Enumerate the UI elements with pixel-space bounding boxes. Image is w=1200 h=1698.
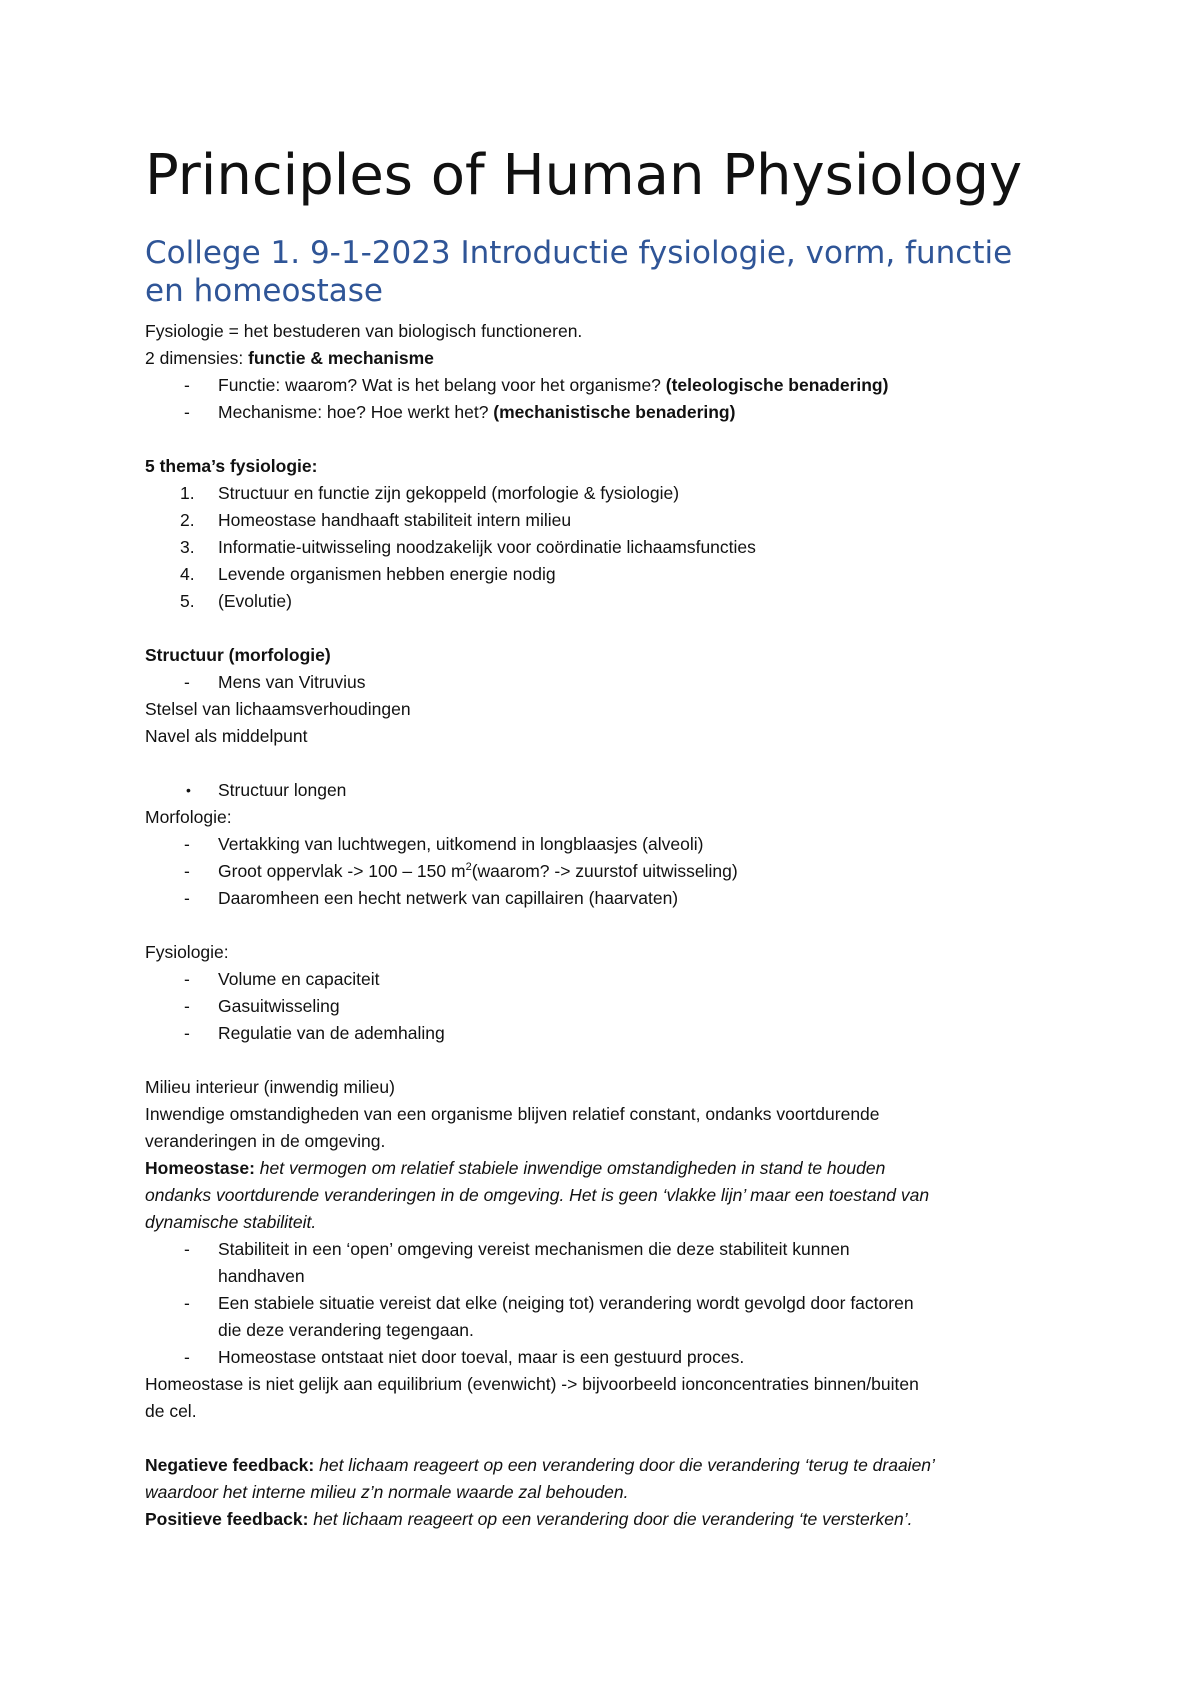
list-item (0, 1020, 1200, 1047)
dash-marker: - (184, 402, 190, 422)
item-text: Levende organismen hebben energie nodig (218, 564, 556, 584)
number-marker: 4. (180, 564, 195, 584)
definition-line: Fysiologie = het bestuderen van biologisch functioneren. (145, 321, 583, 341)
item-text: Stabiliteit in een ‘open’ omgeving vereist mechanismen die deze stabiliteit kunnen (218, 1239, 850, 1259)
body-line: de cel. (145, 1401, 197, 1421)
item-text: (waarom? -> zuurstof uitwisseling) (471, 861, 738, 881)
themes-heading: 5 thema’s fysiologie: (145, 456, 318, 476)
positive-feedback-definition (145, 1506, 913, 1533)
negative-feedback-definition (145, 1452, 935, 1479)
item-text: Gasuitwisseling (218, 996, 340, 1016)
item-text: Volume en capaciteit (218, 969, 380, 989)
section-heading-line-2: en homeostase (145, 273, 383, 309)
term-definition: het lichaam reageert op een verandering door die verandering ‘terug te draaien’ (314, 1455, 935, 1475)
number-marker: 1. (180, 483, 195, 503)
list-item (0, 1344, 1200, 1371)
item-text: Homeostase ontstaat niet door toeval, maar is een gestuurd proces. (218, 1347, 745, 1367)
item-text-continued: handhaven (218, 1266, 305, 1286)
dash-marker: - (184, 996, 190, 1016)
fysiologie-label: Fysiologie: (145, 942, 229, 962)
dimensions-line (145, 345, 434, 372)
dash-marker: - (184, 1023, 190, 1043)
body-line: ondanks voortdurende veranderingen in de omgeving. Het is geen ‘vlakke lijn’ maar een toestand van (145, 1185, 930, 1205)
dash-marker: - (184, 375, 190, 395)
item-text: Regulatie van de ademhaling (218, 1023, 445, 1043)
superscript: 2 (465, 861, 472, 873)
dash-marker: - (184, 1347, 190, 1367)
list-item (0, 831, 1200, 858)
list-item (0, 372, 1200, 399)
item-text: Informatie-uitwisseling noodzakelijk voor coördinatie lichaamsfuncties (218, 537, 756, 557)
list-item-text (218, 399, 735, 426)
list-item (0, 399, 1200, 426)
homeostase-definition (145, 1155, 885, 1182)
item-bold: (mechanistische benadering) (493, 402, 736, 422)
item-bold: (teleologische benadering) (665, 375, 889, 395)
bullet-marker: • (186, 782, 191, 798)
item-text: Een stabiele situatie vereist dat elke (neiging tot) verandering wordt gevolgd door factoren (218, 1293, 914, 1313)
list-item (0, 534, 1200, 561)
dimensions-bold: functie & mechanisme (248, 348, 434, 368)
item-text: Mechanisme: hoe? Hoe werkt het? (218, 402, 494, 422)
section-heading-line-1: College 1. 9-1-2023 Introductie fysiologie, vorm, functie (145, 235, 1013, 271)
page-title: Principles of Human Physiology (145, 143, 1023, 208)
body-line: dynamische stabiliteit. (145, 1212, 317, 1232)
term-label: Positieve feedback: (145, 1509, 309, 1529)
list-item (0, 588, 1200, 615)
item-text: Groot oppervlak -> 100 – 150 m (218, 861, 466, 881)
term-label: Negatieve feedback: (145, 1455, 315, 1475)
milieu-heading: Milieu interieur (inwendig milieu) (145, 1077, 395, 1097)
list-item-text (218, 372, 888, 399)
body-line: Inwendige omstandigheden van een organisme blijven relatief constant, ondanks voortdurende (145, 1104, 880, 1124)
body-line: Stelsel van lichaamsverhoudingen (145, 699, 411, 719)
dash-marker: - (184, 1293, 190, 1313)
item-text-continued: die deze verandering tegengaan. (218, 1320, 474, 1340)
item-text: Vertakking van luchtwegen, uitkomend in longblaasjes (alveoli) (218, 834, 704, 854)
list-item (0, 507, 1200, 534)
dash-marker: - (184, 861, 190, 881)
dimensions-prefix: 2 dimensies: (145, 348, 249, 368)
list-item (0, 966, 1200, 993)
list-item (0, 1290, 1200, 1344)
item-text: Structuur longen (218, 780, 347, 800)
number-marker: 3. (180, 537, 195, 557)
list-item (0, 480, 1200, 507)
dash-marker: - (184, 834, 190, 854)
item-text: Daaromheen een hecht netwerk van capillairen (haarvaten) (218, 888, 679, 908)
body-line: waardoor het interne milieu z’n normale waarde zal behouden. (145, 1482, 629, 1502)
number-marker: 2. (180, 510, 195, 530)
dash-marker: - (184, 888, 190, 908)
body-line: Navel als middelpunt (145, 726, 308, 746)
list-item (0, 777, 1200, 804)
dash-marker: - (184, 1239, 190, 1259)
list-item (0, 858, 1200, 885)
item-text: Functie: waarom? Wat is het belang voor het organisme? (218, 375, 666, 395)
body-line: Homeostase is niet gelijk aan equilibrium (evenwicht) -> bijvoorbeeld ionconcentraties binnen/buiten (145, 1374, 919, 1394)
term-definition: het vermogen om relatief stabiele inwendige omstandigheden in stand te houden (254, 1158, 886, 1178)
list-item (0, 885, 1200, 912)
list-item (0, 1236, 1200, 1290)
item-text: (Evolutie) (218, 591, 292, 611)
item-text: Structuur en functie zijn gekoppeld (morfologie & fysiologie) (218, 483, 680, 503)
list-item (0, 669, 1200, 696)
list-item-text (218, 858, 738, 885)
item-text: Mens van Vitruvius (218, 672, 366, 692)
number-marker: 5. (180, 591, 195, 611)
list-item (0, 561, 1200, 588)
term-definition: het lichaam reageert op een verandering door die verandering ‘te versterken’. (308, 1509, 913, 1529)
item-text: Homeostase handhaaft stabiliteit intern milieu (218, 510, 572, 530)
morfologie-label: Morfologie: (145, 807, 232, 827)
dash-marker: - (184, 969, 190, 989)
structure-heading: Structuur (morfologie) (145, 645, 331, 665)
dash-marker: - (184, 672, 190, 692)
body-line: veranderingen in de omgeving. (145, 1131, 386, 1151)
term-label: Homeostase: (145, 1158, 255, 1178)
list-item (0, 993, 1200, 1020)
